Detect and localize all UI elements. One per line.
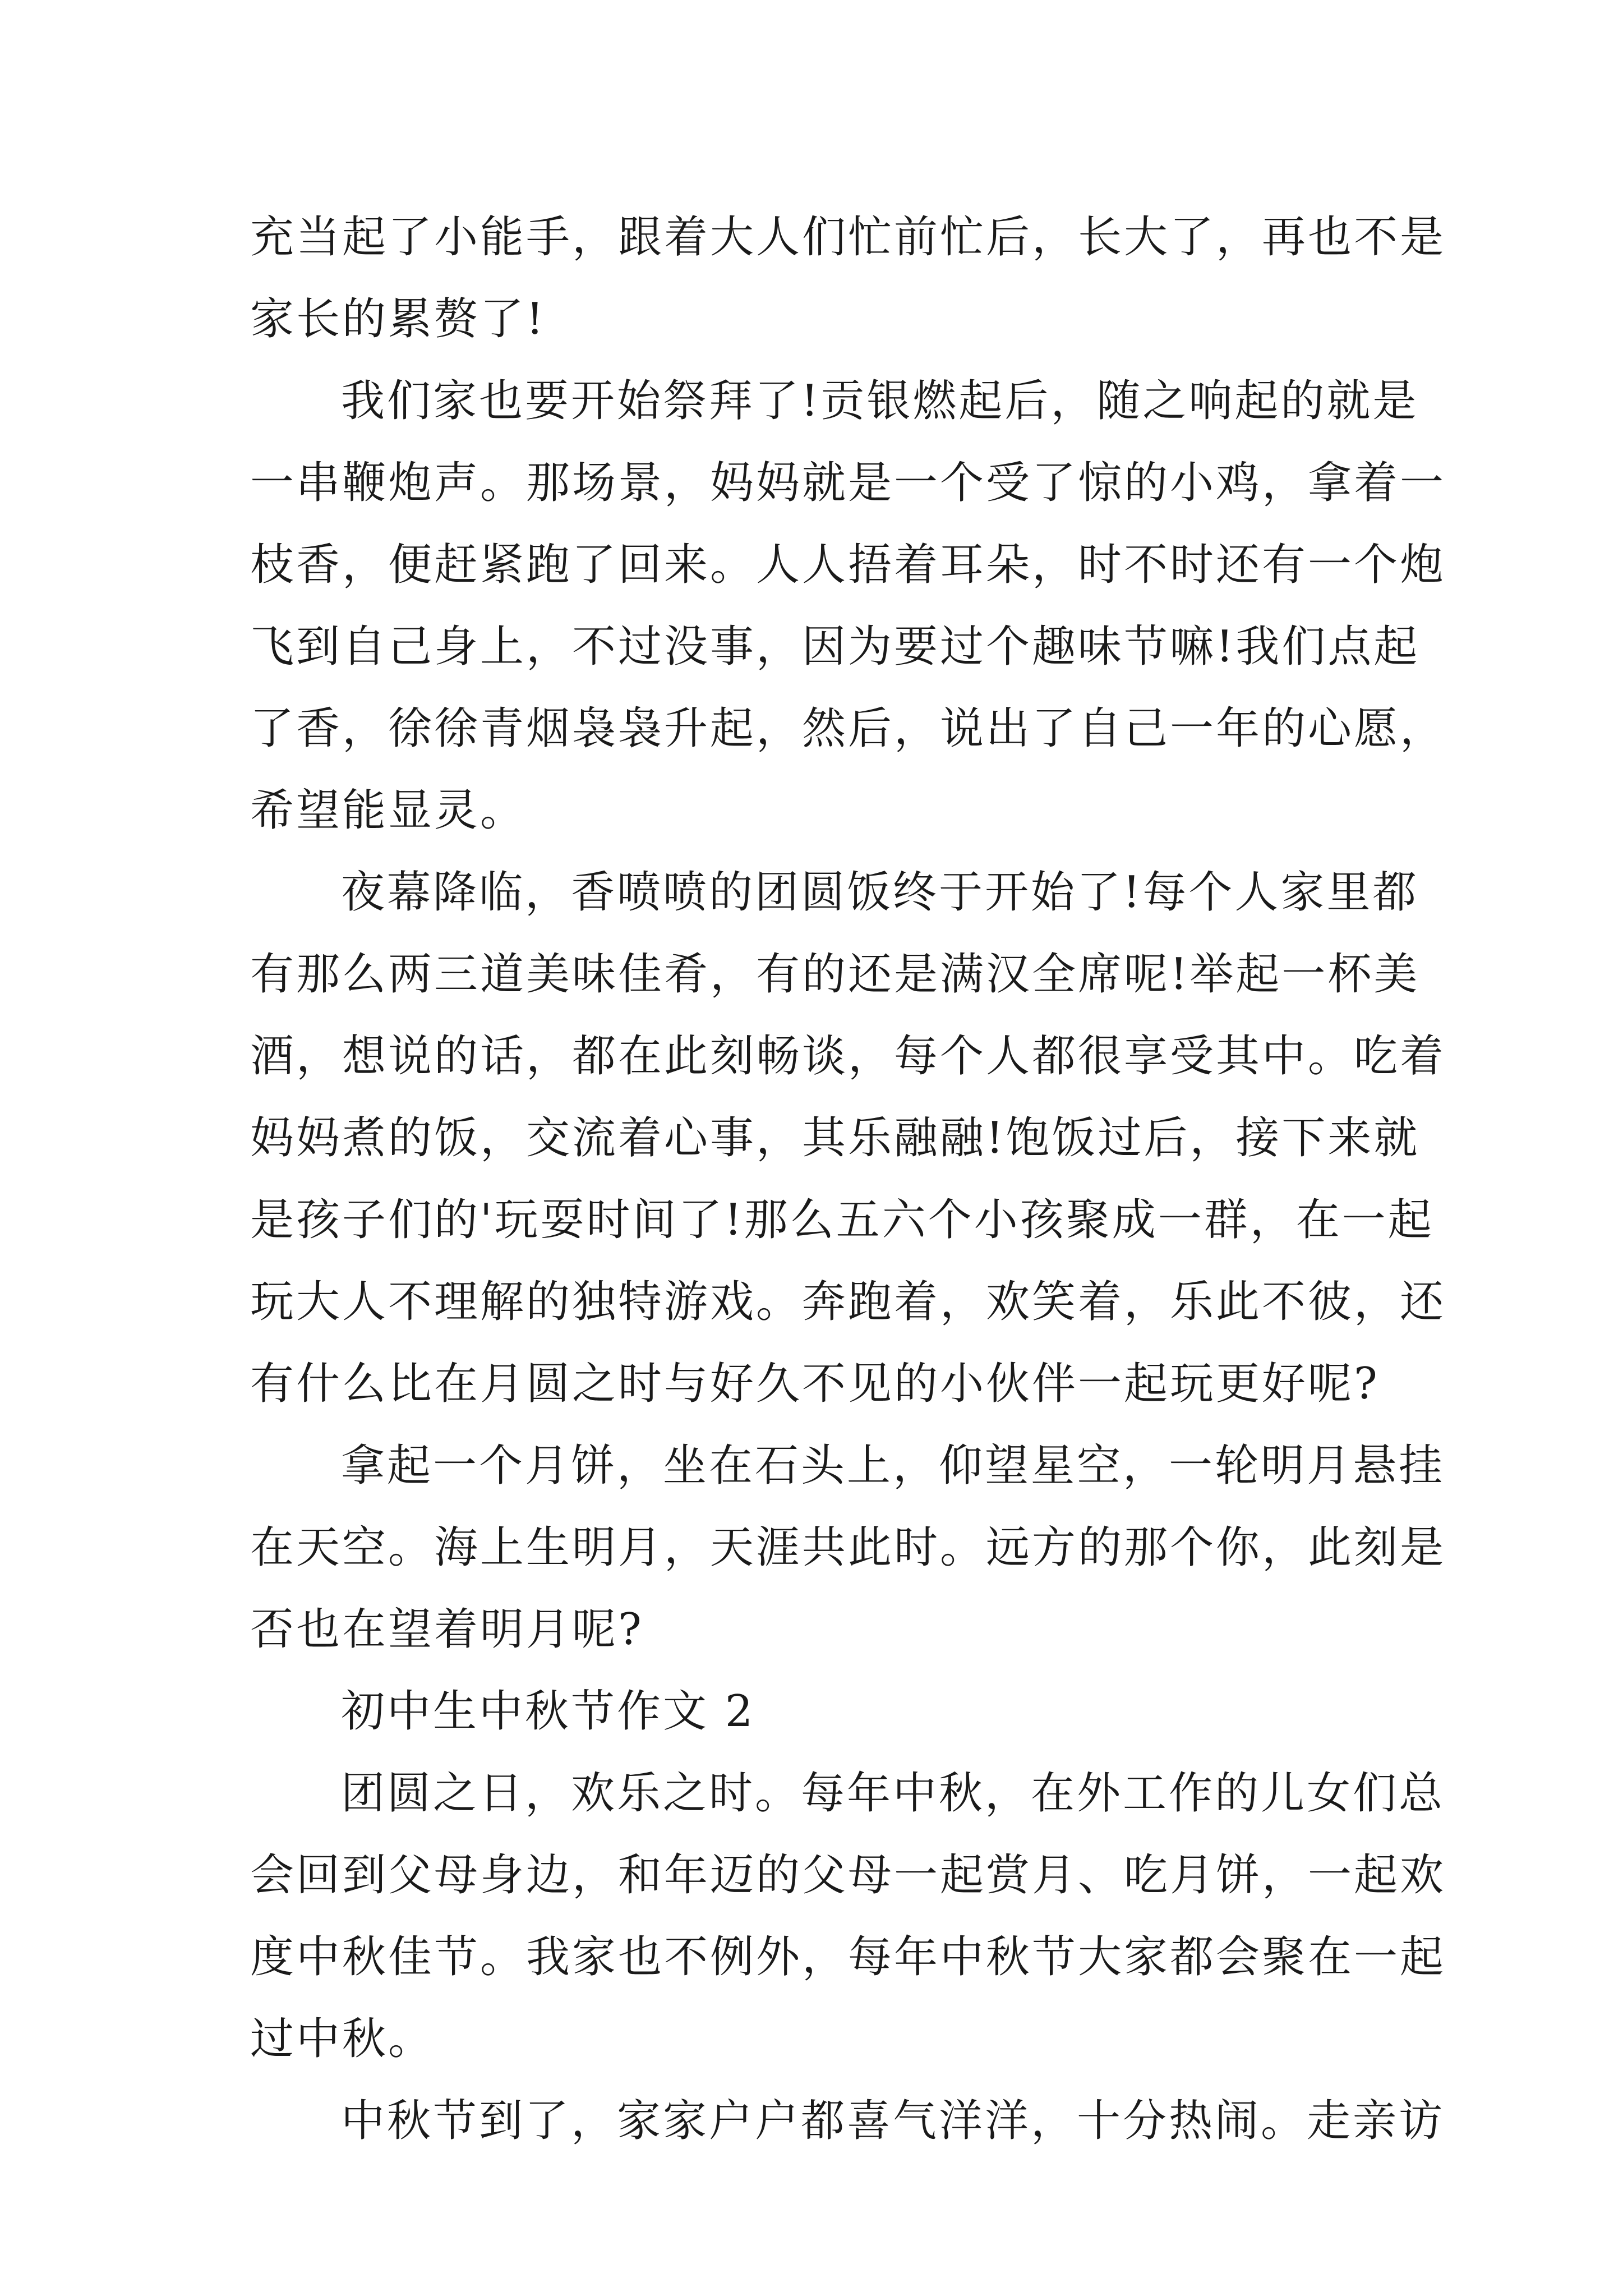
text-line: 一串鞭炮声。那场景，妈妈就是一个受了惊的小鸡，拿着一 <box>250 458 1446 508</box>
text-line: 团圆之日，欢乐之时。每年中秋，在外工作的儿女们总 <box>341 1768 1445 1819</box>
text-line: 过中秋。 <box>250 2014 435 2064</box>
text-line: 有那么两三道美味佳肴，有的还是满汉全席呢!举起一杯美 <box>250 949 1420 1000</box>
text-line: 有什么比在月圆之时与好久不见的小伙伴一起玩更好呢? <box>250 1359 1380 1409</box>
text-line: 度中秋佳节。我家也不例外，每年中秋节大家都会聚在一起 <box>250 1932 1446 1982</box>
text-line: 在天空。海上生明月，天涯共此时。远方的那个你，此刻是 <box>250 1522 1446 1573</box>
text-line: 夜幕降临，香喷喷的团圆饭终于开始了!每个人家里都 <box>341 867 1419 918</box>
text-line: 妈妈煮的饭，交流着心事，其乐融融!饱饭过后，接下来就 <box>250 1113 1420 1163</box>
text-line: 飞到自己身上，不过没事，因为要过个趣味节嘛!我们点起 <box>250 622 1420 672</box>
text-line: 我们家也要开始祭拜了!贡银燃起后，随之响起的就是 <box>341 376 1419 426</box>
text-line: 了香，徐徐青烟袅袅升起，然后，说出了自己一年的心愿， <box>250 703 1446 754</box>
text-line: 玩大人不理解的独特游戏。奔跑着，欢笑着，乐此不彼，还 <box>250 1277 1446 1327</box>
text-line: 枝香，便赶紧跑了回来。人人捂着耳朵，时不时还有一个炮 <box>250 540 1446 590</box>
text-line: 酒，想说的话，都在此刻畅谈，每个人都很享受其中。吃着 <box>250 1031 1446 1082</box>
text-line: 充当起了小能手，跟着大人们忙前忙后，长大了，再也不是 <box>250 212 1446 263</box>
text-line: 是孩子们的'玩耍时间了!那么五六个小孩聚成一群，在一起 <box>250 1195 1434 1245</box>
text-line: 拿起一个月饼，坐在石头上，仰望星空，一轮明月悬挂 <box>341 1441 1445 1491</box>
text-line: 希望能显灵。 <box>250 785 527 836</box>
document-body <box>250 196 1446 2162</box>
text-line: 会回到父母身边，和年迈的父母一起赏月、吃月饼，一起欢 <box>250 1850 1446 1901</box>
text-line: 中秋节到了，家家户户都喜气洋洋，十分热闹。走亲访 <box>341 2096 1445 2146</box>
text-line: 否也在望着明月呢? <box>250 1604 644 1655</box>
text-line: 家长的累赘了! <box>250 294 546 344</box>
section-heading: 初中生中秋节作文 2 <box>341 1686 755 1737</box>
